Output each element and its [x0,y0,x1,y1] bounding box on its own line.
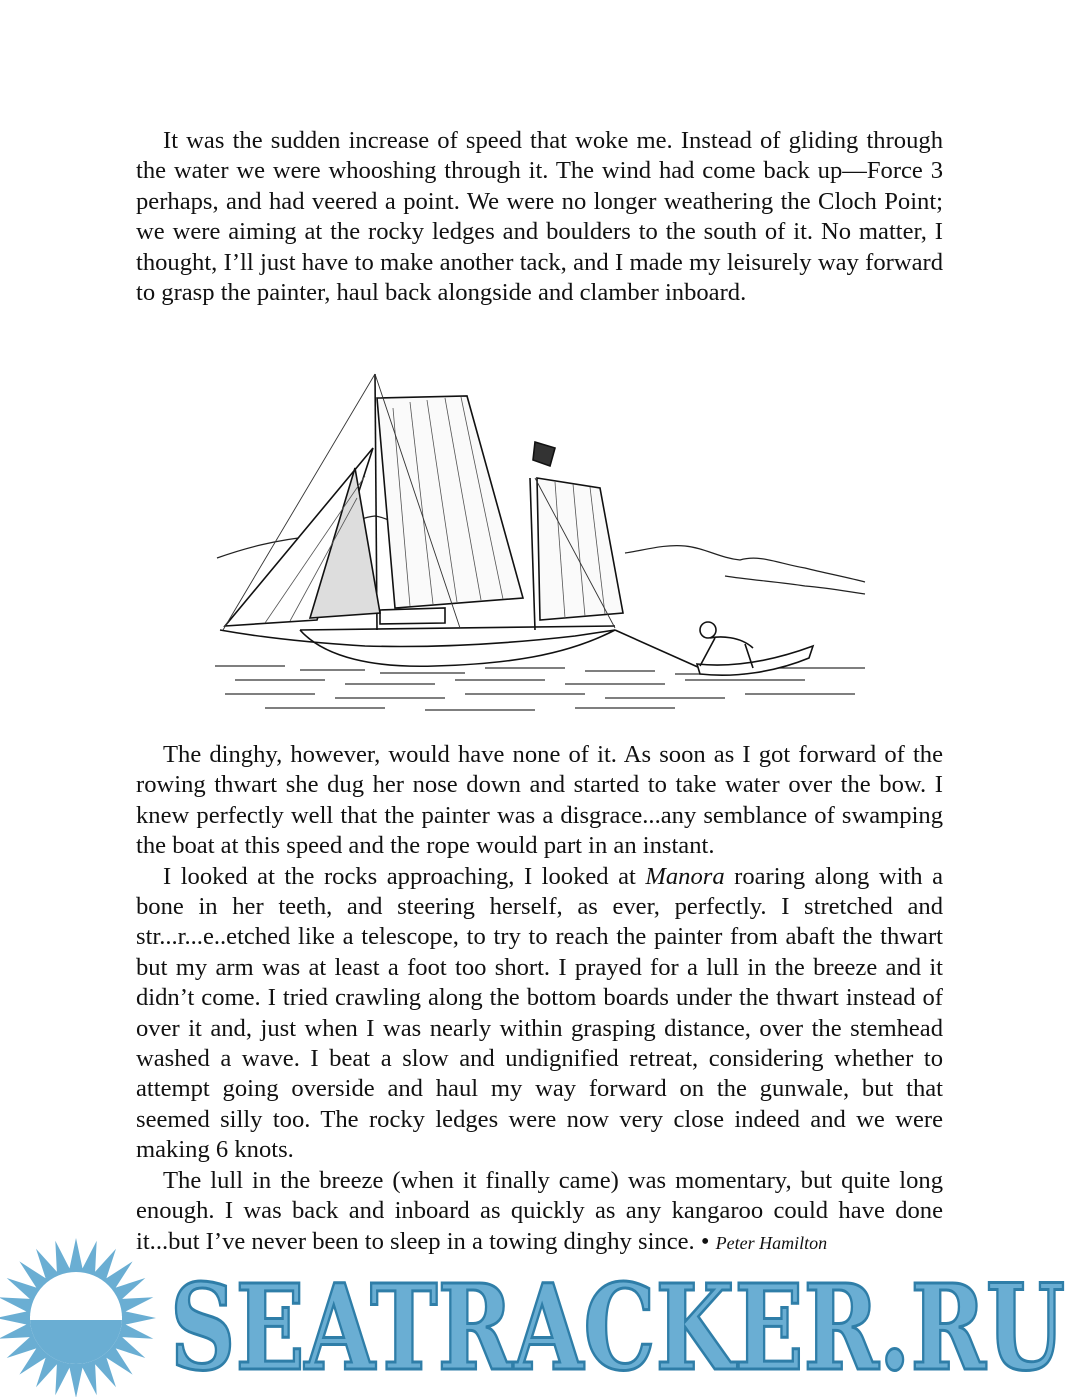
towing-dinghy [615,622,813,675]
sailing-yacht-illustration [205,368,875,718]
article-text-top [136,126,943,308]
article-text-bottom [136,740,943,1258]
watermark-text: SEATRACKER.RU [170,1258,1065,1397]
author-byline: Peter Hamilton [715,1232,828,1253]
paragraph-1: It was the sudden increase of speed that woke me. Instead of gliding through the water we were whooshing through it. The wind had come back up—Force 3 perhaps, and had veered a point. We were no longer weathering the Cloch Point; we were aiming at the rocky ledges and boulders to the south of it. No matter, I thought, I’ll just have to make another tack, and I made my leisurely way forward to grasp the painter, haul back alongside and clamber inboard. [136,127,943,307]
sea [215,666,865,710]
paragraph-3-start: I looked at the rocks approaching, I looked at [163,862,646,890]
yacht [220,374,623,666]
paragraph-3-end: roaring along with a bone in her teeth, and steering herself, as ever, perfectly. I stretched and str...r...e..etched like a telescope, to try to reach the painter from abaft the thwart but my arm was at least a foot too short. I prayed for a lull in the breeze and it didn’t come. I tried crawling along the bottom boards under the thwart instead of over it and, just when I was nearly within grasping distance, over the stemhead washed a wave. I beat a slow and undignified retreat, considering whether to attempt going overside and haul my way forward on the gunwale, but that seemed silly too. The rocky ledges were now very close indeed and we were making 6 knots. [136,862,943,1164]
sun-logo-icon [0,1238,156,1397]
seatracker-watermark [0,1236,1080,1397]
paragraph-2: The dinghy, however, would have none of it. As soon as I got forward of the rowing thwart she dug her nose down and started to take water over the bow. I knew perfectly well that the painter was a disgrace...any semblance of swamping the boat at this speed and the rope would part in an instant. [136,741,943,860]
boat-name: Manora [645,862,725,890]
paragraph-3 [136,862,943,1166]
paragraph-4-text: The lull in the breeze (when it finally came) was momentary, but quite long enough. I was back and inboard as quickly as any kangaroo could have done it...but I’ve never been to sleep in a towing dinghy since. • [136,1166,943,1255]
